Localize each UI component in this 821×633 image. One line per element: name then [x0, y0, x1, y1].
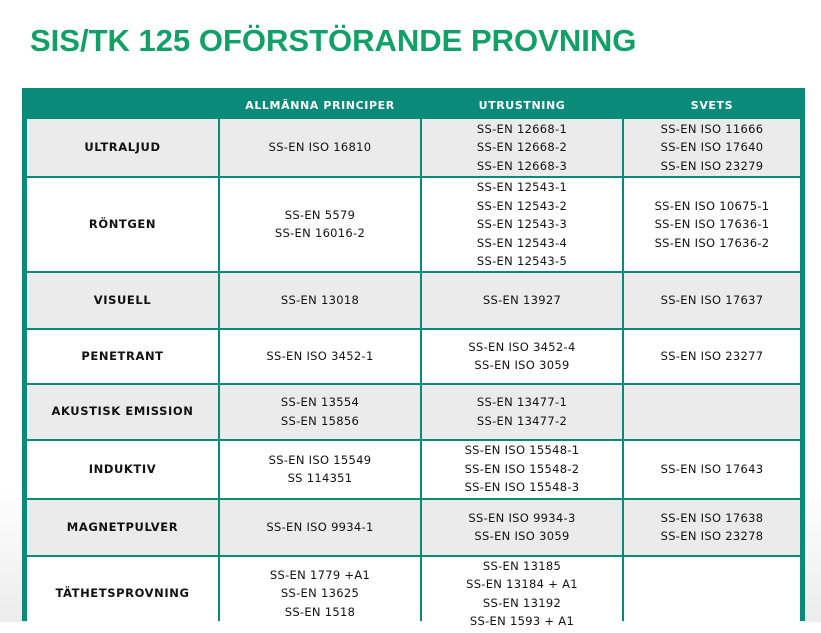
method-cell: VISUELL	[27, 273, 218, 328]
svets-cell	[624, 441, 800, 498]
standard-code: SS-EN ISO 3452-4	[468, 339, 576, 354]
standard-code: SS-EN 12668-3	[476, 158, 568, 173]
standard-code: SS-EN 13018	[280, 292, 360, 307]
allmanna-cell	[220, 178, 420, 271]
standard-code: SS 114351	[287, 471, 353, 485]
header-method	[27, 93, 218, 117]
utrustning-cell	[422, 557, 622, 631]
method-cell: TÄTHETSPROVNING	[27, 557, 218, 631]
standard-code: SS-EN 16016-2	[274, 226, 366, 241]
utrustning-cell	[422, 441, 622, 498]
svets-cell	[624, 119, 800, 176]
table-body	[27, 119, 800, 631]
svets-cell	[624, 330, 800, 383]
method-cell: RÖNTGEN	[27, 178, 218, 271]
standard-code: SS-EN 13477-2	[476, 413, 568, 428]
header-utrustning: UTRUSTNING	[422, 93, 622, 117]
utrustning-cell	[422, 119, 622, 176]
standard-code: SS-EN ISO 15548-3	[464, 480, 580, 495]
standard-code: SS-EN ISO 17636-2	[654, 235, 770, 250]
standard-code: SS-EN 13185	[482, 558, 562, 573]
svets-cell	[624, 178, 800, 271]
svets-cell	[624, 557, 800, 631]
utrustning-cell	[422, 385, 622, 439]
standard-code: SS-EN ISO 15549	[268, 452, 372, 467]
standard-code: SS-EN 12668-1	[476, 121, 568, 136]
table-row	[27, 441, 800, 498]
allmanna-cell	[220, 330, 420, 383]
standard-code: SS-EN 13477-1	[476, 395, 568, 409]
standards-table	[25, 91, 802, 633]
table-header-row	[27, 93, 800, 117]
allmanna-cell	[220, 500, 420, 555]
standard-code: SS-EN 13554	[280, 395, 360, 409]
table-row	[27, 330, 800, 383]
standard-code: SS-EN 15856	[280, 413, 360, 428]
standard-code: SS-EN 1518	[284, 604, 356, 619]
header-allmanna-principer: ALLMÄNNA PRINCIPER	[220, 93, 420, 117]
standards-table-container	[22, 88, 805, 628]
utrustning-cell	[422, 500, 622, 555]
standard-code: SS-EN ISO 15548-1	[464, 443, 580, 458]
standard-code: SS-EN 12543-5	[476, 254, 568, 268]
standard-code: SS-EN 1779 +A1	[269, 567, 371, 582]
method-cell: INDUKTIV	[27, 441, 218, 498]
standard-code: SS-EN 12543-1	[476, 180, 568, 194]
standard-code: SS-EN ISO 15548-2	[464, 461, 580, 476]
allmanna-cell	[220, 385, 420, 439]
allmanna-cell	[220, 557, 420, 631]
standard-code: SS-EN ISO 3059	[474, 529, 570, 543]
allmanna-cell	[220, 273, 420, 328]
method-cell: MAGNETPULVER	[27, 500, 218, 555]
standard-code: SS-EN ISO 17637	[660, 292, 764, 307]
method-cell: PENETRANT	[27, 330, 218, 383]
standard-code: SS-EN 12543-3	[476, 217, 568, 231]
utrustning-cell	[422, 178, 622, 271]
allmanna-cell	[220, 441, 420, 498]
standard-code: SS-EN ISO 23278	[660, 529, 764, 543]
standard-code: SS-EN ISO 16810	[268, 140, 372, 155]
standard-code: SS-EN ISO 3059	[474, 358, 570, 372]
svets-cell	[624, 500, 800, 555]
standard-code: SS-EN ISO 23279	[660, 158, 764, 173]
page-title: SIS/TK 125 OFÖRSTÖRANDE PROVNING	[30, 23, 637, 58]
standard-code: SS-EN 13184 + A1	[466, 577, 578, 591]
standard-code: SS-EN 5579	[284, 207, 356, 222]
header-svets: SVETS	[624, 93, 800, 117]
utrustning-cell	[422, 330, 622, 383]
standard-code: SS-EN 12668-2	[476, 140, 568, 155]
method-cell: AKUSTISK EMISSION	[27, 385, 218, 439]
standard-code: SS-EN 12543-4	[476, 235, 568, 250]
standard-code: SS-EN ISO 17636-1	[654, 217, 770, 231]
svets-cell	[624, 385, 800, 439]
svets-cell	[624, 273, 800, 328]
table-row	[27, 557, 800, 631]
table-row	[27, 119, 800, 176]
standard-code: SS-EN ISO 9934-1	[266, 519, 374, 534]
table-row	[27, 178, 800, 271]
standard-code: SS-EN ISO 3452-1	[266, 348, 374, 363]
standard-code: SS-EN 1593 + A1	[469, 614, 575, 628]
standard-code: SS-EN ISO 17638	[660, 510, 764, 525]
table-row	[27, 273, 800, 328]
utrustning-cell	[422, 273, 622, 328]
standard-code: SS-EN ISO 23277	[660, 348, 764, 363]
table-row	[27, 500, 800, 555]
standard-code: SS-EN ISO 10675-1	[654, 198, 770, 213]
standard-code: SS-EN ISO 17643	[660, 461, 764, 476]
standard-code: SS-EN ISO 9934-3	[468, 510, 576, 525]
method-cell: ULTRALJUD	[27, 119, 218, 176]
standard-code: SS-EN 12543-2	[476, 198, 568, 213]
standard-code: SS-EN 13927	[482, 292, 562, 307]
standard-code: SS-EN ISO 11666	[660, 121, 764, 136]
standard-code: SS-EN 13625	[280, 586, 360, 601]
allmanna-cell	[220, 119, 420, 176]
table-row	[27, 385, 800, 439]
standard-code: SS-EN ISO 17640	[660, 140, 764, 155]
standard-code: SS-EN 13192	[482, 595, 562, 610]
